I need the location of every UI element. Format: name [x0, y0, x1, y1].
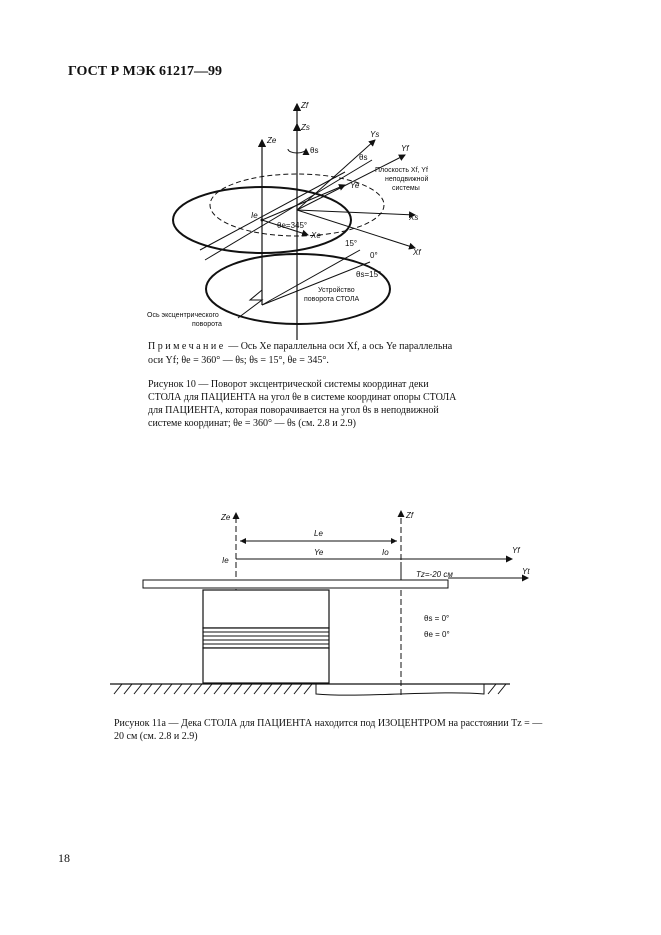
- deg0-label: 0°: [370, 251, 378, 260]
- theta-s-mid-label: θs: [359, 153, 368, 162]
- theta-s-value-label: θs=15°: [356, 270, 382, 279]
- plane-label-1: Плоскость Xf, Yf: [375, 167, 428, 174]
- tz-label: Tz=-20 см: [416, 570, 453, 579]
- eccentric-pointer: [238, 290, 262, 318]
- theta-e-label-11: θe = 0°: [424, 630, 450, 639]
- yf-label: Yf: [401, 144, 409, 153]
- ys-axis: [297, 140, 375, 210]
- xf-label: Xf: [413, 248, 421, 257]
- figure-11a-caption: Рисунок 11а — Дека СТОЛА для ПАЦИЕНТА находится под ИЗОЦЕНТРОМ на расстоянии Tz = — 20 см (см. 2.8 и 2.9): [114, 718, 543, 742]
- io-label: Io: [382, 548, 389, 557]
- device-label-1: Устройство: [318, 287, 355, 294]
- axis-label-1: Ось эксцентрического: [147, 312, 219, 319]
- ze-label-11: Ze: [221, 513, 231, 522]
- table-deck: [143, 580, 448, 588]
- ye-label: Ye: [350, 181, 360, 190]
- xe-label: Xe: [311, 231, 321, 240]
- note-text: — Ось Xe параллельна оси Xf, а ось Ye параллельна оси Yf; θe = 360° — θs; θs = 15°, θe = 345°.: [148, 341, 453, 366]
- figure-11a: [110, 511, 530, 695]
- note-heading: Примечание: [148, 341, 226, 352]
- support-bellows: [203, 628, 329, 648]
- zf-label: Zf: [301, 101, 309, 110]
- plane-label-3: системы: [392, 185, 420, 192]
- deg15-label: 15°: [345, 239, 358, 248]
- ie-label: Ie: [251, 211, 258, 220]
- theta-s-label-11: θs = 0°: [424, 614, 450, 623]
- zs-label: Zs: [301, 123, 310, 132]
- yf-label-11: Yf: [512, 546, 520, 555]
- yt-label: Yt: [522, 567, 530, 576]
- figure-10-note: [148, 340, 458, 368]
- theta-e-label: θe=345°: [277, 221, 308, 230]
- theta-s-top-label: θs: [310, 146, 319, 155]
- plane-label-2: неподвижной: [385, 176, 429, 183]
- support-lower-block: [203, 648, 329, 683]
- page-number: 18: [58, 851, 70, 865]
- device-label-2: поворота СТОЛА: [304, 296, 360, 303]
- figure-10-caption: Рисунок 10 — Поворот эксцентрической системы координат деки СТОЛА для ПАЦИЕНТА на угол θe в системе координат опоры СТОЛА для ПАЦИЕНТА, которая поворачивается на угол θs в неподвижной системе координат; θe = 360° — θs (см. 2.8 и 2.9): [148, 379, 457, 429]
- ze-label: Ze: [267, 136, 277, 145]
- floor: [110, 684, 510, 695]
- ie-point: [261, 219, 264, 222]
- zf-label-11: Zf: [406, 511, 414, 520]
- ys-label: Ys: [370, 130, 380, 139]
- xs-label: Xs: [409, 213, 419, 222]
- document-header: ГОСТ Р МЭК 61217—99: [68, 64, 222, 79]
- support-upper-block: [203, 590, 329, 628]
- axis-label-2: поворота: [192, 321, 222, 328]
- ie-label-11: Ie: [222, 556, 229, 565]
- figure-10: [147, 101, 428, 340]
- le-label: Le: [314, 529, 323, 538]
- ye-label-11: Ye: [314, 548, 324, 557]
- xs-axis: [297, 210, 415, 215]
